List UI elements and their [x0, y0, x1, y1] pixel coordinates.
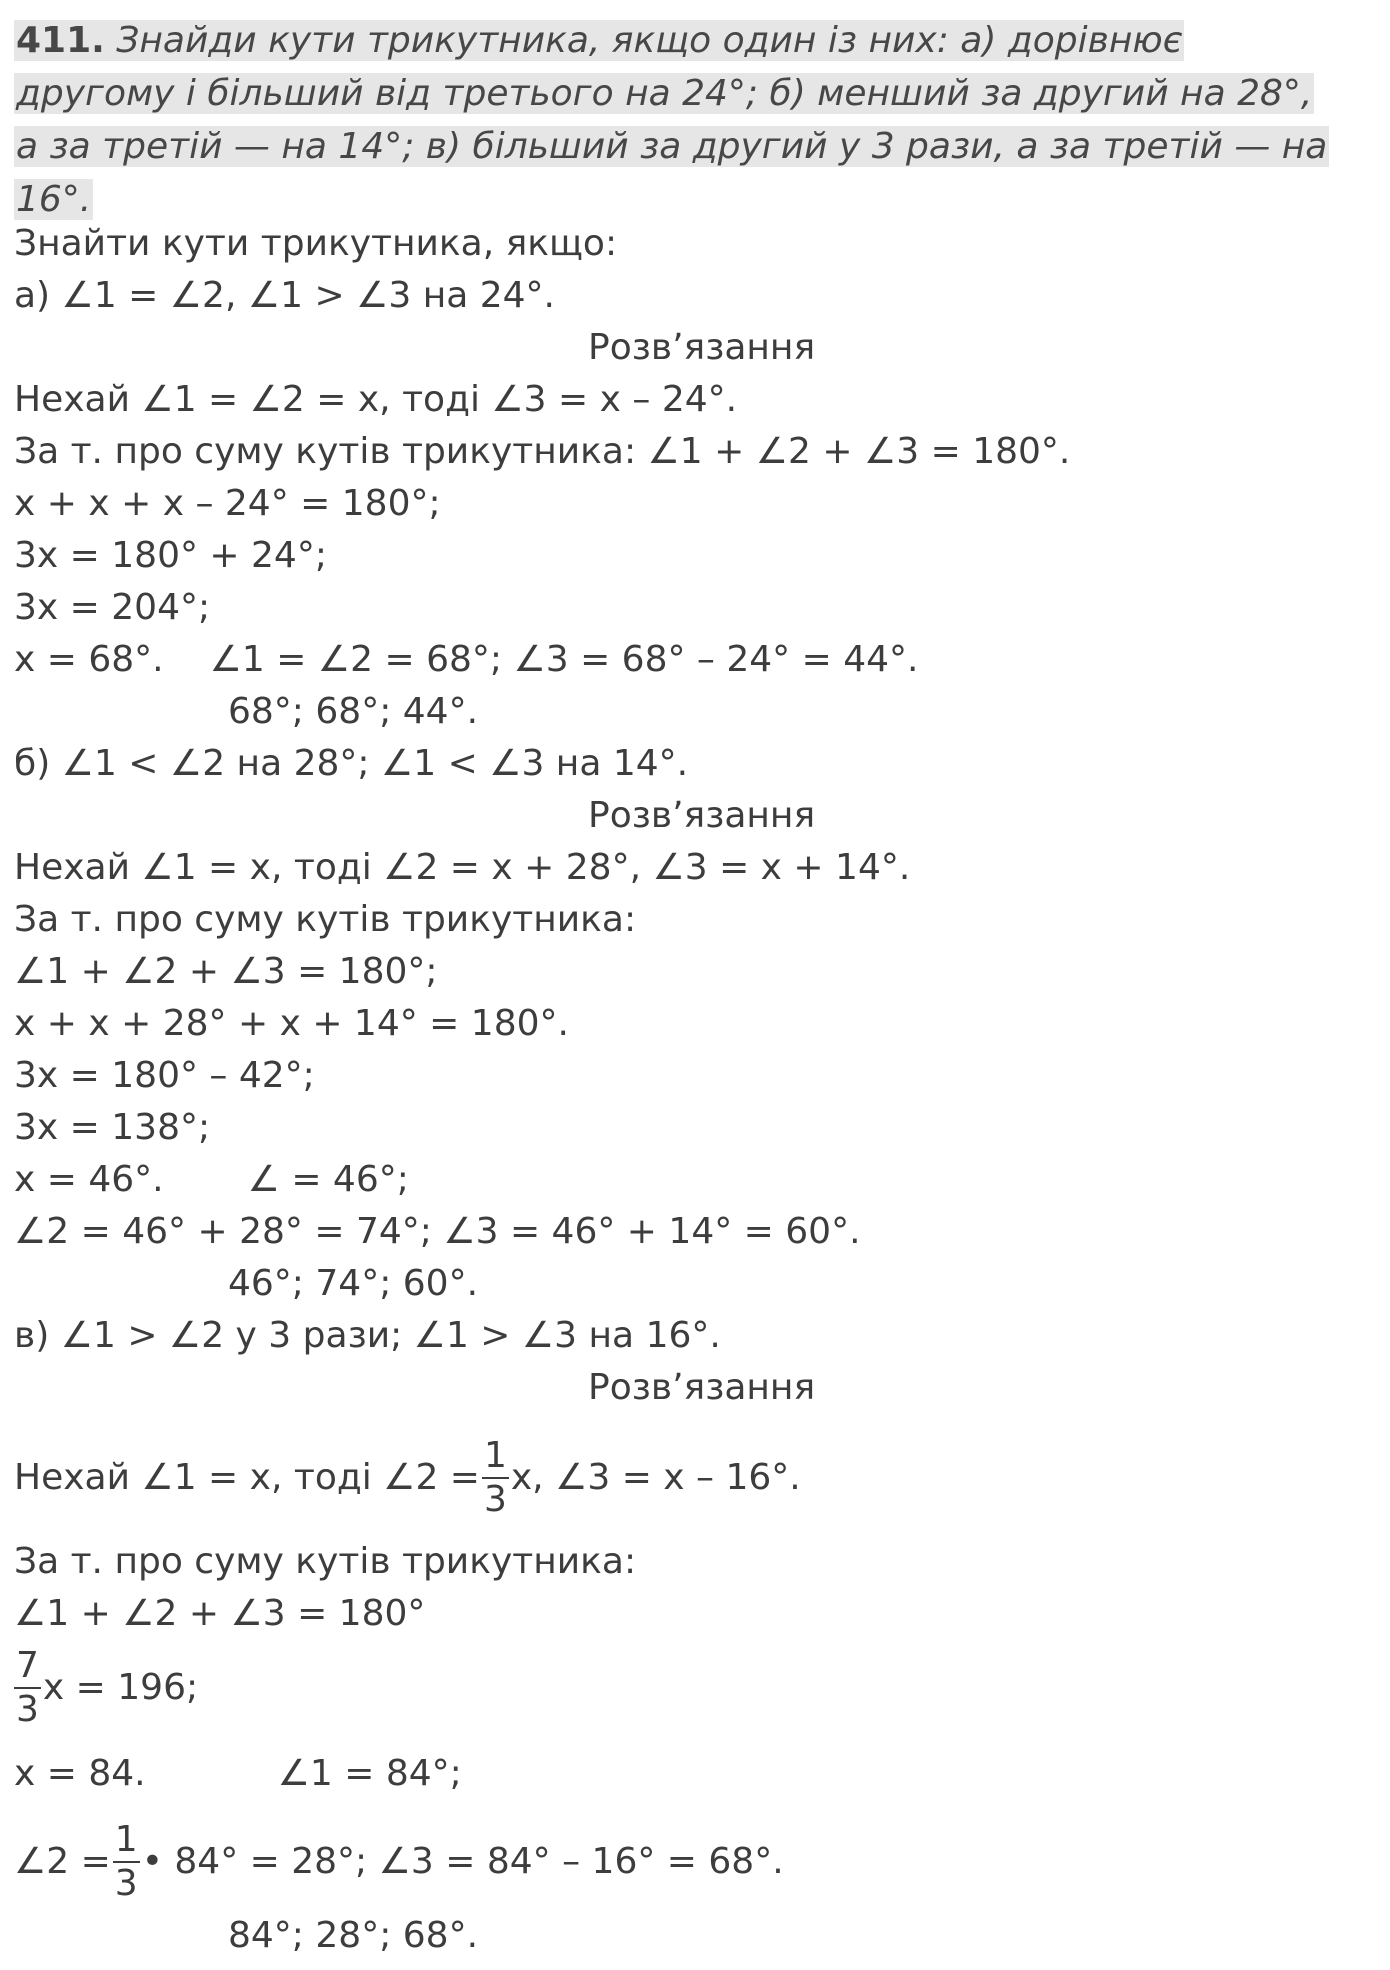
part-b-answer: 46°; 74°; 60°.	[228, 1263, 479, 1304]
problem-text-1: Знайди кути трикутника, якщо один із них: а) дорівнює	[116, 20, 1183, 61]
part-c-line-1-post: x, ∠3 = x – 16°.	[510, 1457, 801, 1498]
part-a-solution-heading: Розв’язання	[588, 327, 816, 368]
part-c-solution-heading: Розв’язання	[588, 1367, 816, 1408]
part-c-line-5-angle: ∠1 = 84°;	[277, 1753, 462, 1794]
fraction-one-third	[482, 1435, 509, 1520]
part-c-answer: 84°; 28°; 68°.	[228, 1915, 479, 1956]
part-a-line-6	[14, 638, 918, 682]
fraction-denominator: 3	[114, 1863, 138, 1904]
problem-number: 411.	[16, 20, 105, 61]
part-a-line-3: x + x + x – 24° = 180°;	[14, 483, 441, 524]
part-c-line-6	[14, 1820, 784, 1904]
part-b-line-1: Нехай ∠1 = x, тоді ∠2 = x + 28°, ∠3 = x + 14°.	[14, 847, 911, 888]
fraction-denominator: 3	[16, 1689, 39, 1730]
part-b-line-7-angle: ∠ = 46°;	[247, 1159, 409, 1200]
part-b-line-7	[14, 1158, 409, 1202]
problem-text-2: другому і більший від третього на 24°; б) менший за другий на 28°,	[16, 73, 1313, 114]
part-a-line-6-angles: ∠1 = ∠2 = 68°; ∠3 = 68° – 24° = 44°.	[209, 639, 919, 680]
part-a-condition: а) ∠1 = ∠2, ∠1 > ∠3 на 24°.	[14, 275, 555, 316]
part-c-line-3: ∠1 + ∠2 + ∠3 = 180°	[14, 1593, 426, 1634]
fraction-denominator: 3	[483, 1479, 507, 1520]
part-b-condition: б) ∠1 < ∠2 на 28°; ∠1 < ∠3 на 14°.	[14, 743, 689, 784]
part-b-solution-heading: Розв’язання	[588, 795, 816, 836]
part-c-condition: в) ∠1 > ∠2 у 3 рази; ∠1 > ∠3 на 16°.	[14, 1315, 721, 1356]
part-a-line-1: Нехай ∠1 = ∠2 = x, тоді ∠3 = x – 24°.	[14, 379, 738, 420]
part-a-line-5: 3x = 204°;	[14, 587, 211, 628]
part-b-line-4: x + x + 28° + x + 14° = 180°.	[14, 1003, 569, 1044]
part-c-line-4-post: x = 196;	[42, 1667, 199, 1708]
part-b-line-7-x: x = 46°.	[14, 1159, 164, 1200]
part-c-line-6-pre: ∠2 =	[14, 1841, 111, 1882]
part-a-line-4: 3x = 180° + 24°;	[14, 535, 327, 576]
part-c-line-1-pre: Нехай ∠1 = x, тоді ∠2 =	[14, 1457, 480, 1498]
fraction-numerator: 1	[483, 1435, 507, 1476]
part-b-line-6: 3x = 138°;	[14, 1107, 211, 1148]
part-a-line-2: За т. про суму кутів трикутника: ∠1 + ∠2 + ∠3 = 180°.	[14, 431, 1071, 472]
fraction-numerator: 1	[114, 1819, 138, 1860]
part-a-answer: 68°; 68°; 44°.	[228, 691, 479, 732]
part-b-line-5: 3x = 180° – 42°;	[14, 1055, 315, 1096]
problem-text-3: а за третій — на 14°; в) більший за другий у 3 рази, а за третій — на	[16, 126, 1328, 167]
intro-line: Знайти кути трикутника, якщо:	[14, 223, 618, 264]
fraction-seven-thirds	[14, 1645, 41, 1730]
part-a-line-6-x: x = 68°.	[14, 639, 164, 680]
fraction-one-third	[113, 1819, 140, 1904]
part-c-line-6-post: • 84° = 28°; ∠3 = 84° – 16° = 68°.	[141, 1841, 784, 1882]
problem-statement	[14, 14, 1384, 226]
problem-text-4: 16°.	[16, 179, 92, 220]
part-b-line-2: За т. про суму кутів трикутника:	[14, 899, 637, 940]
fraction-numerator: 7	[16, 1645, 39, 1686]
part-b-line-8: ∠2 = 46° + 28° = 74°; ∠3 = 46° + 14° = 60°.	[14, 1211, 861, 1252]
part-c-line-2: За т. про суму кутів трикутника:	[14, 1541, 637, 1582]
part-b-line-3: ∠1 + ∠2 + ∠3 = 180°;	[14, 951, 438, 992]
part-c-line-5-x: x = 84.	[14, 1753, 146, 1794]
part-c-line-1	[14, 1435, 801, 1520]
part-c-line-5	[14, 1752, 462, 1796]
part-c-line-4	[14, 1645, 199, 1730]
